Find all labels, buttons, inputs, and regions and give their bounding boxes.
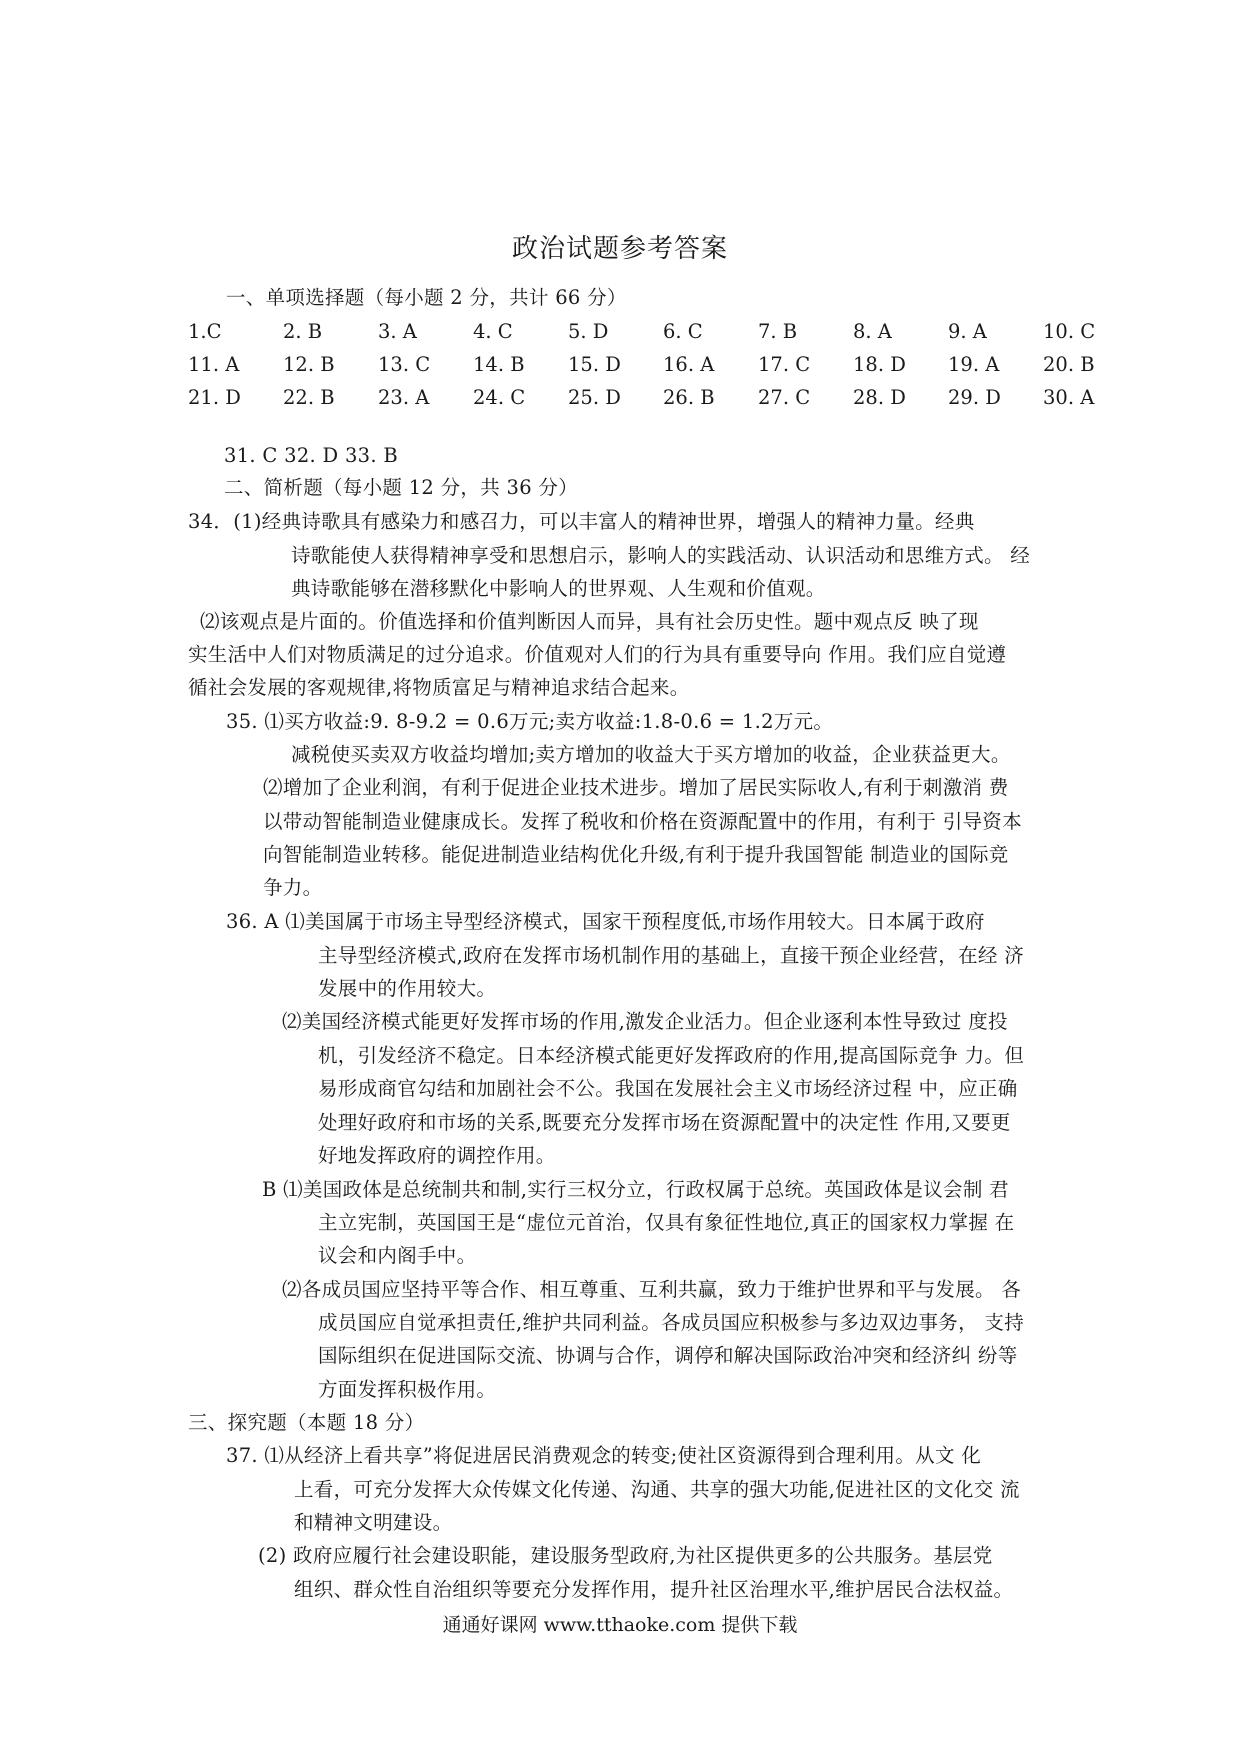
answer-item: 5. D (568, 320, 609, 343)
answer-item: 7. B (758, 320, 798, 343)
q37-part1-line1: 37. ⑴从经济上看共享”将促进居民消费观念的转变;使社区资源得到合理利用。从文 化 (226, 1444, 982, 1467)
q34-part2-line2: 实生活中人们对物质满足的过分追求。价值观对人们的行为具有重要导向 作用。我们应自觉遵 (188, 643, 1007, 666)
q34-part1-line2: 诗歌能使人获得精神享受和思想启示，影响人的实践活动、认识活动和思维方式。 经 (291, 544, 1031, 567)
answer-row (0, 382, 1240, 414)
answer-item: 19. A (948, 353, 1000, 376)
q36b-part2-line2: 成员国应自觉承担责任,维护共同利益。各成员国应积极参与多边双边事务， 支持 (318, 1311, 1024, 1334)
answer-item: 9. A (948, 320, 987, 343)
answer-item: 11. A (188, 353, 240, 376)
answer-item: 13. C (378, 353, 431, 376)
answer-item: 20. B (1043, 353, 1095, 376)
q37-part2-line1: (2) 政府应履行社会建设职能，建设服务型政府,为社区提供更多的公共服务。基层党 (258, 1544, 993, 1567)
page-footer: 通通好课网 www.tthaoke.com 提供下载 (442, 1614, 798, 1636)
q36a-part2-line1: ⑵美国经济模式能更好发挥市场的作用,激发企业活力。但企业逐利本性导致过 度投 (282, 1010, 1008, 1033)
answer-item: 2. B (283, 320, 323, 343)
answer-item: 26. B (663, 386, 715, 409)
answer-item: 3. A (378, 320, 417, 343)
section3-heading: 三、探究题（本题 18 分） (188, 1411, 425, 1434)
answer-item: 6. C (663, 320, 703, 343)
q34-part2-line3: 循社会发展的客观规律,将物质富足与精神追求结合起来。 (188, 676, 690, 699)
q36a-part1-line3: 发展中的作用较大。 (318, 977, 497, 1000)
answer-item: 30. A (1043, 386, 1095, 409)
answer-item: 25. D (568, 386, 621, 409)
answer-item: 14. B (473, 353, 525, 376)
q34-part2-line1: ⑵该观点是片面的。价值选择和价值判断因人而异，具有社会历史性。题中观点反 映了现 (200, 610, 979, 633)
q34-part1-line1: 34．(1)经典诗歌具有感染力和感召力，可以丰富人的精神世界，增强人的精神力量。经典 (188, 510, 975, 533)
q36b-part2-line1: ⑵各成员国应坚持平等合作、相互尊重、互利共赢，致力于维护世界和平与发展。 各 (282, 1278, 1022, 1301)
q34-part1-line3: 典诗歌能够在潜移默化中影响人的世界观、人生观和价值观。 (291, 577, 826, 600)
answer-item: 22. B (283, 386, 335, 409)
q35-part2-line1: ⑵增加了企业利润，有利于促进企业技术进步。增加了居民实际收人,有利于刺激消 费 (263, 776, 1009, 799)
answer-item: 28. D (853, 386, 906, 409)
answer-item: 8. A (853, 320, 892, 343)
q36a-part2-line5: 好地发挥政府的调控作用。 (318, 1144, 556, 1167)
q36a-part1-line2: 主导型经济模式,政府在发挥市场机制作用的基础上，直接干预企业经营，在经 济 (318, 944, 1024, 967)
answer-item: 1.C (188, 320, 222, 343)
q36b-part1-line3: 议会和内阁手中。 (318, 1244, 477, 1267)
answer-item: 27. C (758, 386, 811, 409)
answer-item: 17. C (758, 353, 811, 376)
answer-item: 23. A (378, 386, 430, 409)
answer-item: 12. B (283, 353, 335, 376)
q36a-part2-line2: 机，引发经济不稳定。日本经济模式能更好发挥政府的作用,提高国际竞争 力。但 (318, 1044, 1024, 1067)
page-title: 政治试题参考答案 (511, 234, 728, 264)
q36b-part1-line1: B ⑴美国政体是总统制共和制,实行三权分立，行政权属于总统。英国政体是议会制 君 (262, 1178, 1009, 1201)
answer-item: 29. D (948, 386, 1001, 409)
q37-part1-line2: 上看，可充分发挥大众传媒文化传递、沟通、共享的强大功能,促进社区的文化交 流 (294, 1478, 1020, 1501)
q36b-part2-line3: 国际组织在促进国际交流、协调与合作，调停和解决国际政治冲突和经济纠 纷等 (318, 1344, 1018, 1367)
q35-part2-line4: 争力。 (263, 876, 323, 899)
answer-item: 18. D (853, 353, 906, 376)
answer-row (0, 316, 1240, 348)
answer-item: 15. D (568, 353, 621, 376)
answer-row (0, 349, 1240, 381)
q35-part2-line3: 向智能制造业转移。能促进制造业结构优化升级,有利于提升我国智能 制造业的国际竞 (263, 843, 1009, 866)
q35-part1-line2: 减税使买卖双方收益均增加;卖方增加的收益大于买方增加的收益，企业获益更大。 (291, 743, 1011, 766)
q36a-part2-line4: 处理好政府和市场的关系,既要充分发挥市场在资源配置中的决定性 作用,又要更 (318, 1111, 1011, 1134)
q35-part1-line1: 35. ⑴买方收益:9. 8-9.2 = 0.6万元;卖方收益:1.8-0.6 = 1.2万元。 (226, 710, 834, 733)
q37-part1-line3: 和精神文明建设。 (294, 1511, 453, 1534)
q37-part2-line2: 组织、群众性自治组织等要充分发挥作用，提升社区治理水平,维护居民合法权益。 (294, 1578, 1014, 1601)
q36b-part2-line4: 方面发挥积极作用。 (318, 1378, 497, 1401)
answer-item: 4. C (473, 320, 513, 343)
section2-heading: 二、简析题（每小题 12 分，共 36 分） (224, 476, 579, 499)
q35-part2-line2: 以带动智能制造业健康成长。发挥了税收和价格在资源配置中的作用，有利于 引导资本 (263, 810, 1022, 833)
q36a-part1-line1: 36. A ⑴美国属于市场主导型经济模式，国家干预程度低,市场作用较大。日本属于政府 (226, 910, 985, 933)
answer-item: 16. A (663, 353, 715, 376)
q36b-part1-line2: 主立宪制，英国国王是“虚位元首治，仅具有象征性地位,真正的国家权力掌握 在 (318, 1211, 1015, 1234)
answer-item: 10. C (1043, 320, 1096, 343)
section1-heading: 一、单项选择题（每小题 2 分，共计 66 分） (226, 286, 627, 309)
answer-item: 21. D (188, 386, 241, 409)
answer-item: 24. C (473, 386, 526, 409)
extra-answers: 31. C 32. D 33. B (224, 444, 399, 467)
q36a-part2-line3: 易形成商官勾结和加剧社会不公。我国在发展社会主义市场经济过程 中，应正确 (318, 1077, 1018, 1100)
